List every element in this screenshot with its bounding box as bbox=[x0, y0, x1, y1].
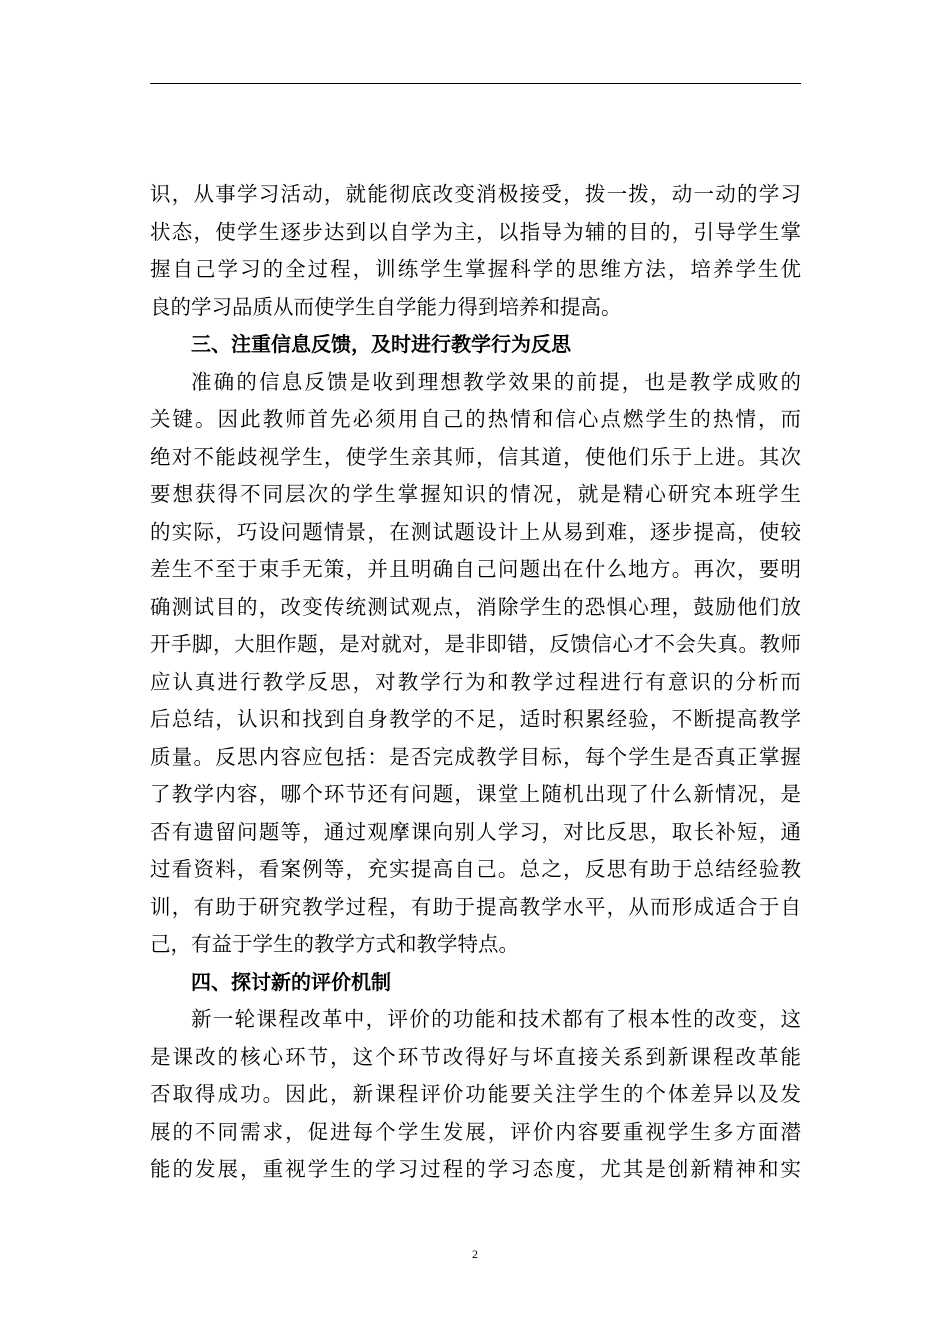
paragraph-line: 握自己学习的全过程，训练学生掌握科学的思维方法，培养学生优 bbox=[150, 257, 801, 281]
paragraph-line: 新一轮课程改革中，评价的功能和技术都有了根本性的改变，这 bbox=[191, 1007, 801, 1031]
paragraph-line: 关键。因此教师首先必须用自己的热情和信心点燃学生的热情，而 bbox=[150, 407, 801, 431]
paragraph-line: 准确的信息反馈是收到理想教学效果的前提，也是教学成败的 bbox=[191, 369, 801, 394]
paragraph-line: 的实际，巧设问题情景，在测试题设计上从易到难，逐步提高，使较 bbox=[150, 519, 801, 544]
paragraph-line: 质量。反思内容应包括：是否完成教学目标，每个学生是否真正掌握 bbox=[150, 744, 801, 769]
paragraph-line: 否取得成功。因此，新课程评价功能要关注学生的个体差异以及发 bbox=[150, 1082, 801, 1106]
paragraph-line: 是课改的核心环节，这个环节改得好与坏直接关系到新课程改革能 bbox=[150, 1044, 801, 1069]
paragraph-line: 要想获得不同层次的学生掌握知识的情况，就是精心研究本班学生 bbox=[150, 482, 801, 506]
page-content bbox=[150, 176, 801, 1189]
paragraph-line: 确测试目的，改变传统测试观点，消除学生的恐惧心理，鼓励他们放 bbox=[150, 594, 801, 619]
paragraph-line: 己，有益于学生的教学方式和教学特点。 bbox=[150, 932, 519, 956]
paragraph-line: 展的不同需求，促进每个学生发展，评价内容要重视学生多方面潜 bbox=[150, 1119, 801, 1144]
paragraph-line: 绝对不能歧视学生，使学生亲其师，信其道，使他们乐于上进。其次 bbox=[150, 444, 801, 469]
paragraph-line: 过看资料，看案例等，充实提高自己。总之，反思有助于总结经验教 bbox=[150, 857, 801, 881]
paragraph-line: 识，从事学习活动，就能彻底改变消极接受，拨一拨，动一动的学习 bbox=[150, 182, 801, 206]
paragraph-line: 差生不至于束手无策，并且明确自己问题出在什么地方。再次，要明 bbox=[150, 557, 801, 581]
header-rule bbox=[150, 83, 801, 84]
paragraph-line: 状态，使学生逐步达到以自学为主，以指导为辅的目的，引导学生掌 bbox=[150, 219, 801, 244]
page-number: 2 bbox=[472, 1247, 478, 1261]
section-heading: 三、注重信息反馈，及时进行教学行为反思 bbox=[191, 332, 571, 356]
paragraph-line: 开手脚，大胆作题，是对就对，是非即错，反馈信心才不会失真。教师 bbox=[150, 632, 801, 656]
paragraph-line: 了教学内容，哪个环节还有问题，课堂上随机出现了什么新情况，是 bbox=[150, 782, 801, 806]
paragraph-line: 否有遗留问题等，通过观摩课向别人学习，对比反思，取长补短，通 bbox=[150, 819, 801, 844]
paragraph-line: 良的学习品质从而使学生自学能力得到培养和提高。 bbox=[150, 294, 622, 319]
paragraph-line: 后总结，认识和找到自身教学的不足，适时积累经验，不断提高教学 bbox=[150, 707, 801, 731]
paragraph-line: 能的发展，重视学生的学习过程的学习态度，尤其是创新精神和实 bbox=[150, 1157, 801, 1181]
paragraph-line: 训，有助于研究教学过程，有助于提高教学水平，从而形成适合于自 bbox=[150, 894, 801, 919]
section-heading: 四、探讨新的评价机制 bbox=[191, 969, 391, 994]
paragraph-line: 应认真进行教学反思，对教学行为和教学过程进行有意识的分析而 bbox=[150, 669, 801, 694]
